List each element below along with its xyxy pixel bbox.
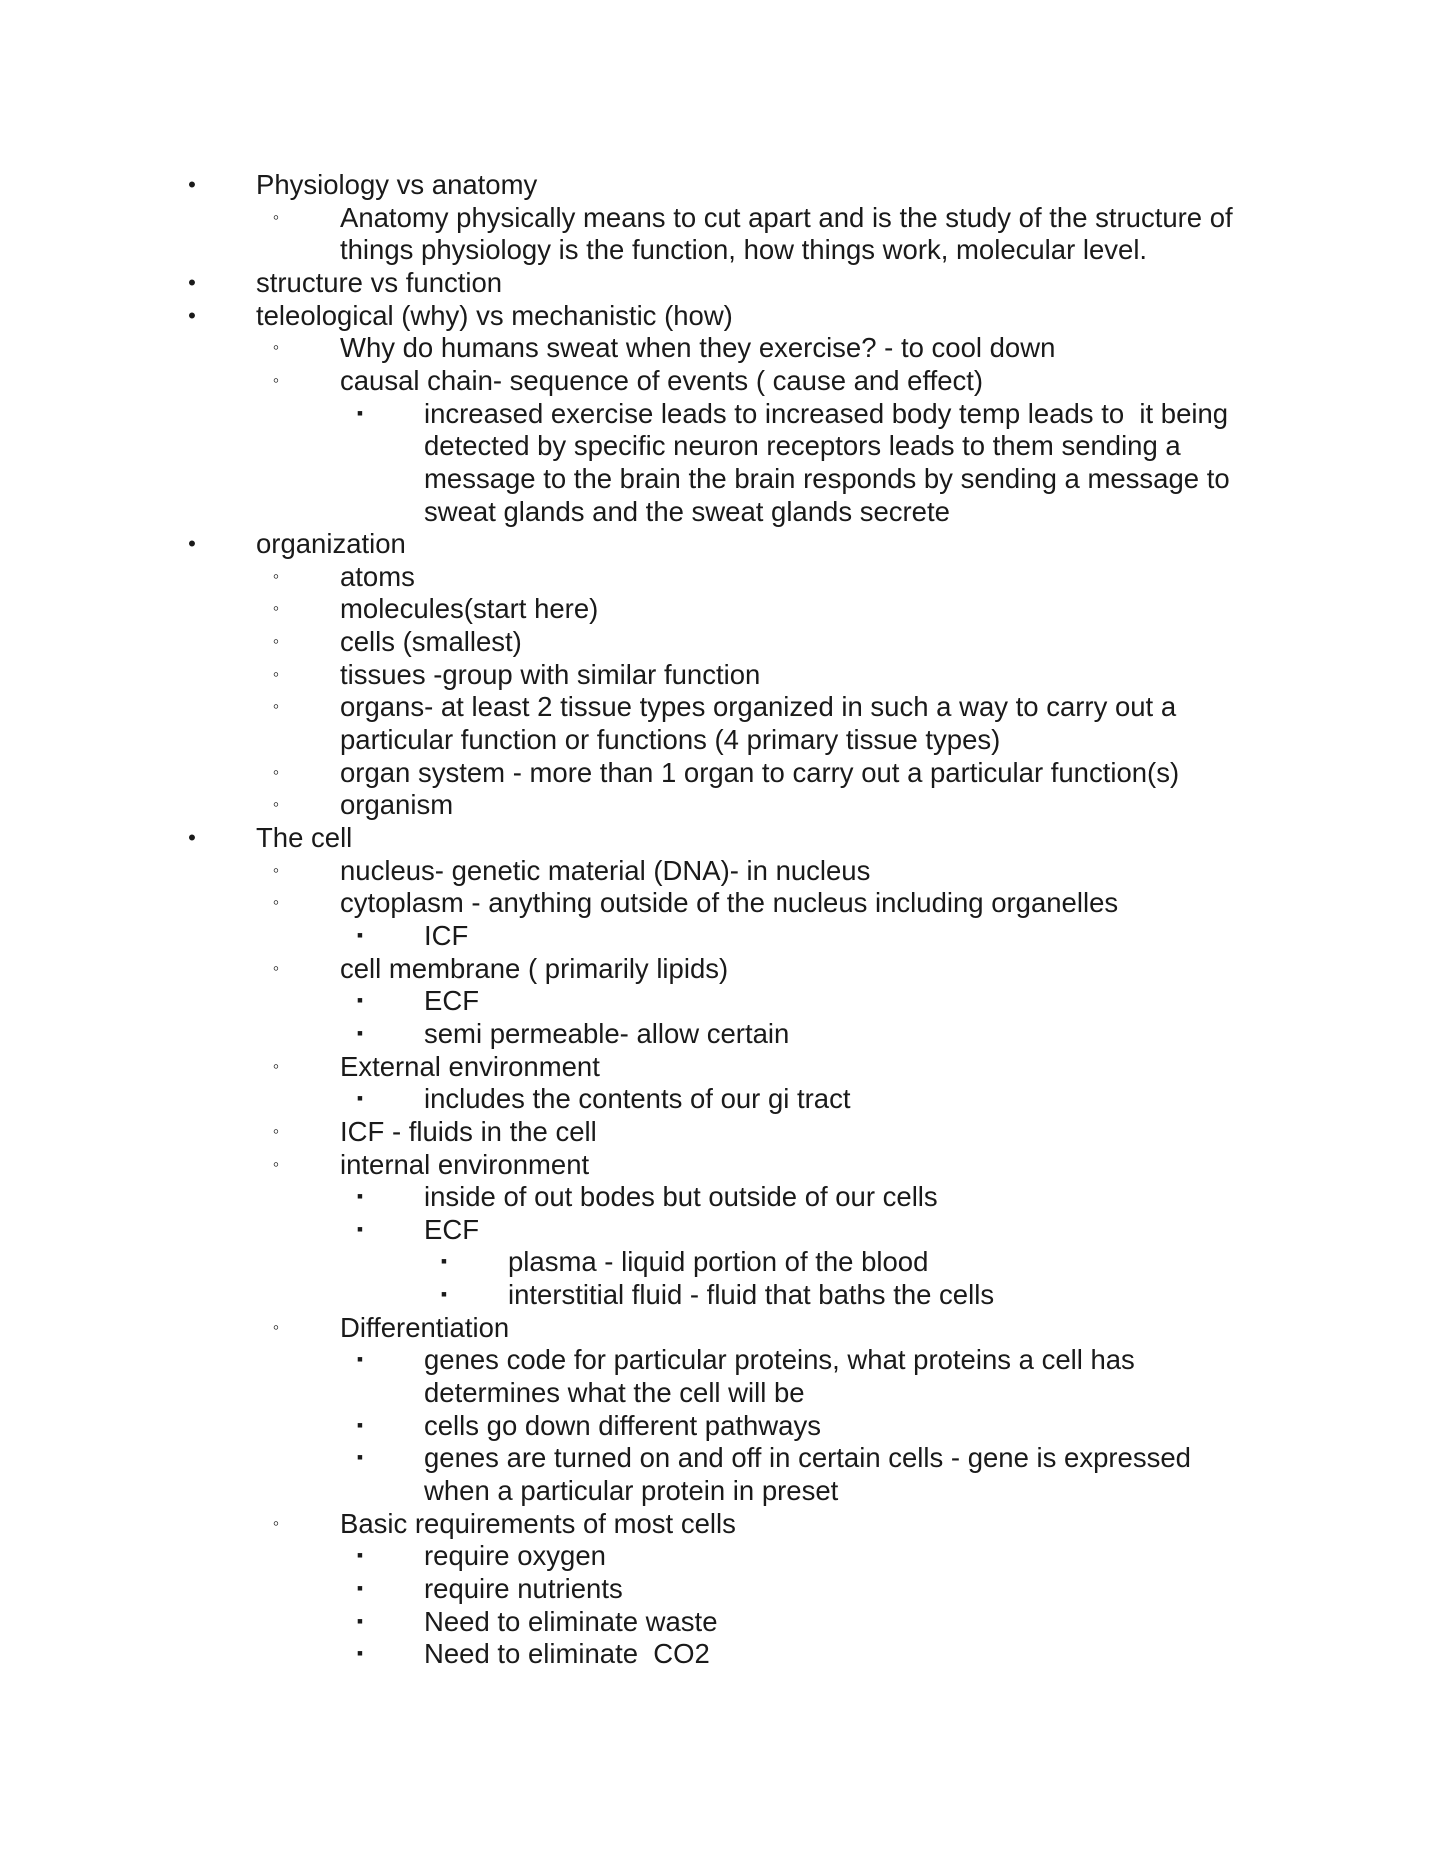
outline-item-text: organization (256, 528, 406, 559)
outline-item-text: ICF - fluids in the cell (340, 1116, 597, 1147)
bullet-level-3-icon: ▪ (356, 1415, 364, 1435)
bullet-level-2-icon: ◦ (272, 664, 280, 684)
outline-item-text: nucleus- genetic material (DNA)- in nucleus (340, 855, 871, 886)
bullet-level-2-icon: ◦ (272, 1121, 280, 1141)
bullet-level-2-icon: ◦ (272, 370, 280, 390)
bullet-level-3-icon: ▪ (356, 1578, 364, 1598)
outline-item-text: cells go down different pathways (424, 1410, 821, 1441)
outline-item-text: tissues -group with similar function (340, 659, 761, 690)
bullet-level-2-icon: ◦ (272, 762, 280, 782)
bullet-level-2-icon: ◦ (272, 958, 280, 978)
outline-item-text: Need to eliminate CO2 (424, 1638, 710, 1669)
outline-item-text: plasma - liquid portion of the blood (508, 1246, 929, 1277)
bullet-level-2-icon: ◦ (272, 566, 280, 586)
bullet-level-3-icon: ▪ (356, 1088, 364, 1108)
outline-item-text: atoms (340, 561, 415, 592)
bullet-level-1-icon: • (188, 270, 196, 295)
bullet-level-3-icon: ▪ (356, 403, 364, 423)
outline-item-text: organs- at least 2 tissue types organized in such a way to carry out a (340, 691, 1177, 722)
outline-item-text: things physiology is the function, how things work, molecular level. (340, 234, 1148, 265)
bullet-level-1-icon: • (188, 303, 196, 328)
bullet-level-3-icon: ▪ (356, 1643, 364, 1663)
outline-item-text: interstitial fluid - fluid that baths the cells (508, 1279, 995, 1310)
bullet-level-1-icon: • (188, 825, 196, 850)
bullet-level-2-icon: ◦ (272, 696, 280, 716)
outline-item-text: includes the contents of our gi tract (424, 1083, 851, 1114)
bullet-level-2-icon: ◦ (272, 860, 280, 880)
outline-item-text: genes code for particular proteins, what proteins a cell has (424, 1344, 1135, 1375)
outline-item-text: External environment (340, 1051, 600, 1082)
bullet-level-3-icon: ▪ (356, 1023, 364, 1043)
bullet-level-3-icon: ▪ (356, 1186, 364, 1206)
outline-item-text: ECF (424, 985, 479, 1016)
bullet-level-3-icon: ▪ (356, 1611, 364, 1631)
outline-item-text: particular function or functions (4 primary tissue types) (340, 724, 1001, 755)
bullet-level-1-icon: • (188, 172, 196, 197)
outline-item-text: ICF (424, 920, 469, 951)
bullet-level-3-icon: ▪ (356, 1219, 364, 1239)
bullet-level-2-icon: ◦ (272, 598, 280, 618)
outline-item-text: Basic requirements of most cells (340, 1508, 736, 1539)
bullet-level-2-icon: ◦ (272, 1056, 280, 1076)
bullet-level-2-icon: ◦ (272, 892, 280, 912)
bullet-level-3-icon: ▪ (356, 1447, 364, 1467)
outline-item-text: molecules(start here) (340, 593, 599, 624)
bullet-level-3-icon: ▪ (356, 990, 364, 1010)
outline-item-text: Physiology vs anatomy (256, 169, 538, 200)
outline-item-text: Why do humans sweat when they exercise? - to cool down (340, 332, 1056, 363)
bullet-level-2-icon: ◦ (272, 794, 280, 814)
outline-item-text: inside of out bodes but outside of our cells (424, 1181, 938, 1212)
bullet-level-2-icon: ◦ (272, 1154, 280, 1174)
outline-item-text: cytoplasm - anything outside of the nucleus including organelles (340, 887, 1119, 918)
bullet-level-1-icon: • (188, 531, 196, 556)
outline-item-text: when a particular protein in preset (424, 1475, 839, 1506)
outline-item-text: message to the brain the brain responds by sending a message to (424, 463, 1230, 494)
outline-item-text: causal chain- sequence of events ( cause and effect) (340, 365, 984, 396)
outline-item-text: internal environment (340, 1149, 590, 1180)
bullet-level-2-icon: ◦ (272, 631, 280, 651)
bullet-level-2-icon: ◦ (272, 1317, 280, 1337)
outline-item-text: Anatomy physically means to cut apart and is the study of the structure of (340, 202, 1233, 233)
outline-item-text: require nutrients (424, 1573, 623, 1604)
bullet-level-3-icon: ▪ (356, 925, 364, 945)
outline-item-text: Need to eliminate waste (424, 1606, 718, 1637)
outline-item-text: detected by specific neuron receptors leads to them sending a (424, 430, 1181, 461)
outline-item-text: sweat glands and the sweat glands secrete (424, 496, 950, 527)
outline-item-text: organ system - more than 1 organ to carry out a particular function(s) (340, 757, 1180, 788)
outline-item-text: increased exercise leads to increased body temp leads to it being (424, 398, 1229, 429)
outline-item-text: genes are turned on and off in certain cells - gene is expressed (424, 1442, 1191, 1473)
outline-item-text: teleological (why) vs mechanistic (how) (256, 300, 733, 331)
bullet-level-2-icon: ◦ (272, 337, 280, 357)
outline-item-text: cell membrane ( primarily lipids) (340, 953, 729, 984)
outline-item-text: structure vs function (256, 267, 503, 298)
bullet-level-3-icon: ▪ (356, 1545, 364, 1565)
outline-item-text: cells (smallest) (340, 626, 522, 657)
bullet-level-4-icon: ▪ (440, 1284, 448, 1304)
bullet-level-4-icon: ▪ (440, 1251, 448, 1271)
outline-item-text: ECF (424, 1214, 479, 1245)
bullet-level-2-icon: ◦ (272, 1513, 280, 1533)
outline-item-text: semi permeable- allow certain (424, 1018, 790, 1049)
outline-item-text: organism (340, 789, 454, 820)
bullet-level-2-icon: ◦ (272, 207, 280, 227)
outline-item-text: Differentiation (340, 1312, 510, 1343)
outline-item-text: determines what the cell will be (424, 1377, 805, 1408)
outline-item-text: The cell (256, 822, 353, 853)
outline-item-text: require oxygen (424, 1540, 606, 1571)
bullet-level-3-icon: ▪ (356, 1349, 364, 1369)
